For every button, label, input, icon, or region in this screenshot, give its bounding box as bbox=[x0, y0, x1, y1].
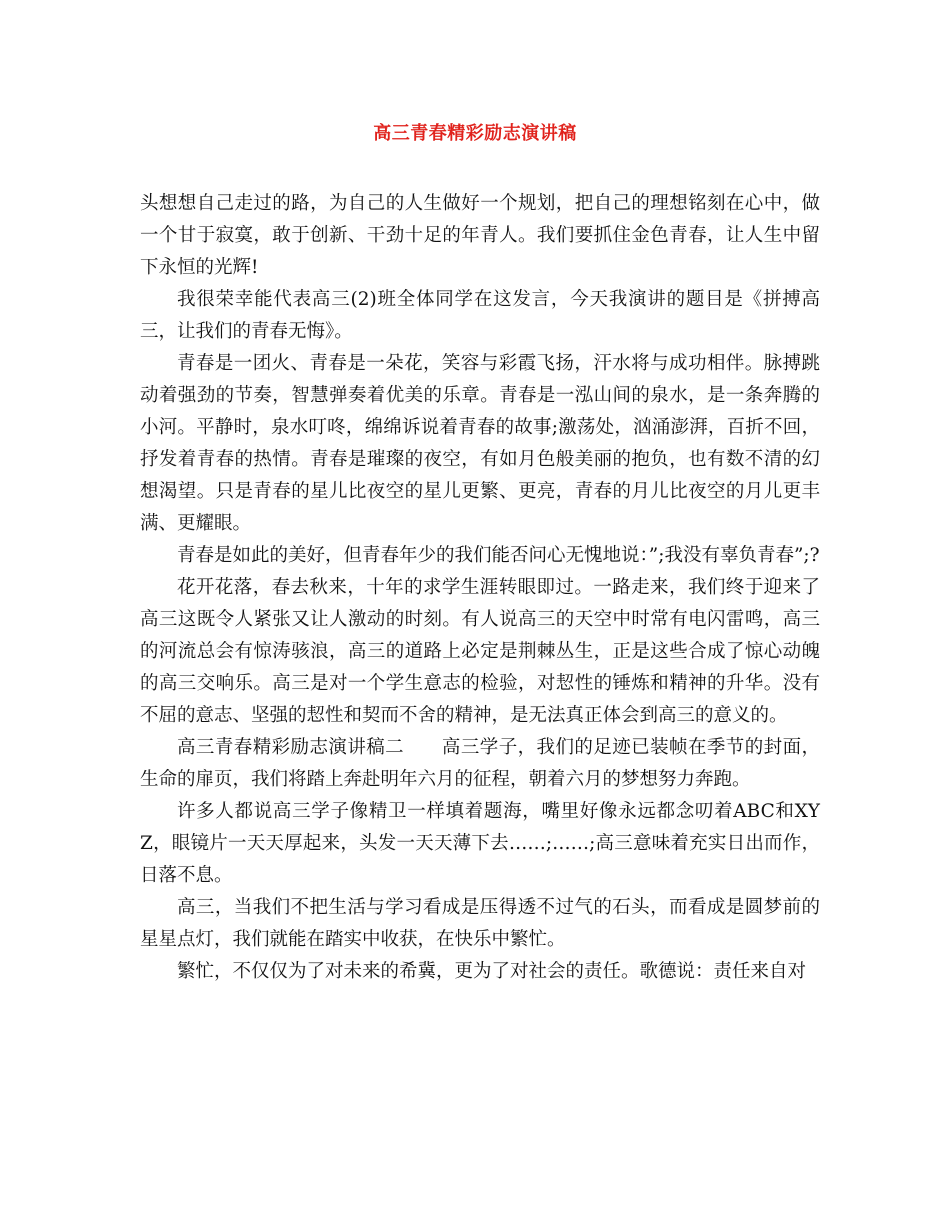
paragraph: 繁忙，不仅仅为了对未来的希冀，更为了对社会的责任。歌德说：责任来自对 bbox=[177, 961, 807, 982]
paragraph: 青春是如此的美好，但青春年少的我们能否问心无愧地说：”;我没有辜负青春”;? bbox=[177, 545, 820, 566]
paragraph: 我很荣幸能代表高三(2)班全体同学在这发言，今天我演讲的题目是《拼搏高三，让我们的青春无悔》。 bbox=[140, 289, 820, 342]
paragraph: 高三青春精彩励志演讲稿二 高三学子，我们的足迹已装帧在季节的封面，生命的扉页，我们将踏上奔赴明年六月的征程，朝着六月的梦想努力奔跑。 bbox=[140, 737, 820, 790]
paragraph: 花开花落，春去秋来，十年的求学生涯转眼即过。一路走来，我们终于迎来了高三这既令人紧张又让人激动的时刻。有人说高三的天空中时常有电闪雷鸣，高三的河流总会有惊涛骇浪，高三的道路上必定是荆棘丛生，正是这些合成了惊心动魄的高三交响乐。高三是对一个学生意志的检验，对恝性的锤炼和精神的升华。没有不屈的意志、坚强的恝性和契而不舍的精神，是无法真正体会到高三的意义的。 bbox=[140, 577, 820, 726]
document-title: 高三青春精彩励志演讲稿 bbox=[373, 123, 577, 144]
paragraph: 高三，当我们不把生活与学习看成是压得透不过气的石头，而看成是圆梦前的星星点灯，我们就能在踏实中收获，在快乐中繁忙。 bbox=[140, 897, 820, 950]
paragraph: 青春是一团火、青春是一朵花，笑容与彩霞飞扬，汗水将与成功相伴。脉搏跳动着强劲的节奏，智慧弹奏着优美的乐章。青春是一泓山间的泉水，是一条奔腾的小河。平静时，泉水叮咚，绵绵诉说着青春的故事;激荡处，汹涌澎湃，百折不回，抒发着青春的热情。青春是璀璨的夜空，有如月色般美丽的抱负，也有数不清的幻想渴望。只是青春的星儿比夜空的星儿更繁、更亮，青春的月儿比夜空的月儿更丰满、更耀眼。 bbox=[140, 353, 820, 534]
document-body bbox=[140, 188, 820, 988]
paragraph: 头想想自己走过的路，为自己的人生做好一个规划，把自己的理想铭刻在心中，做一个甘于寂寞，敢于创新、干劲十足的年青人。我们要抓住金色青春，让人生中留下永恒的光辉! bbox=[140, 193, 820, 278]
paragraph: 许多人都说高三学子像精卫一样填着题海，嘴里好像永远都念叨着ABC和XYZ，眼镜片一天天厚起来，头发一天天薄下去……;……;高三意味着充实日出而作，日落不息。 bbox=[140, 801, 820, 886]
